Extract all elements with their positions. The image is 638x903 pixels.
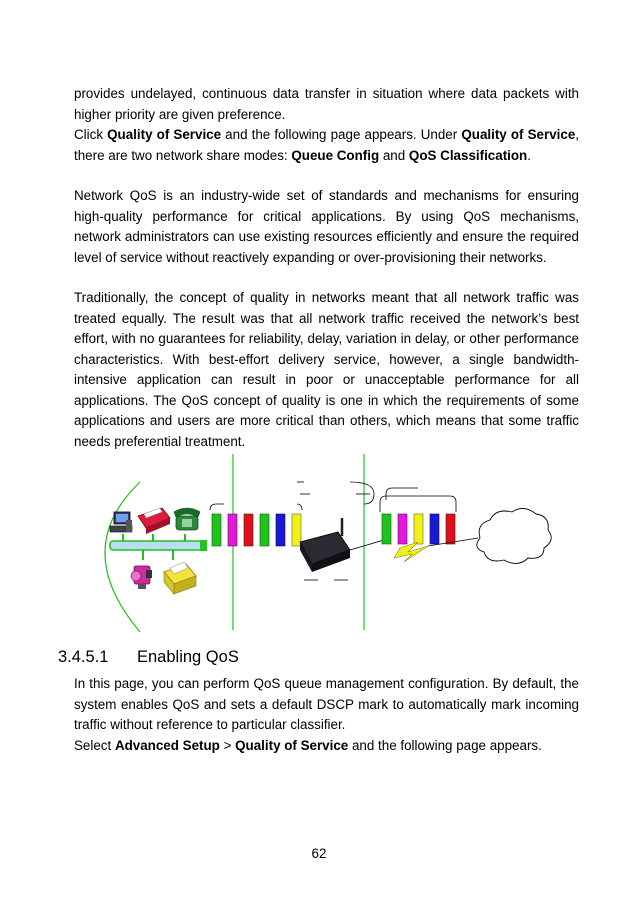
network-qos-paragraph: Network QoS is an industry-wide set of standards and mechanisms for ensuring high-quality performance for critical applications. By using QoS mechanisms, network administrators can use existing resources efficiently and ensure the required level of service without reactively expanding or over-provisioning their networks.	[74, 188, 579, 265]
text-fragment: >	[219, 738, 236, 753]
network-boundary-arc	[105, 482, 140, 632]
select-paragraph	[74, 736, 579, 757]
traditionally-paragraph: Traditionally, the concept of quality in networks meant that all network traffic was treated equally. The result was that all network traffic received the network’s best effort, with no guarantees for reliability, delay, variation in delay, or other performance characteristics. With best-effort delivery service, however, a single bandwidth-intensive application can result in poor or unacceptable performance for all applications. The QoS concept of quality is one in which the requirements of some applications and users are more critical than others, which means that some traffic needs preferential treatment.	[74, 290, 579, 449]
section-heading	[58, 646, 239, 668]
section-paragraph: In this page, you can perform QoS queue management configuration. By default, the system enables QoS and sets a default DSCP mark to automatically mark incoming traffic without reference to particular classifier.	[74, 676, 579, 732]
section-number: 3.4.5.1	[58, 648, 109, 666]
section-title: Enabling QoS	[137, 648, 239, 666]
bold-term: QoS Classification	[408, 147, 528, 163]
incoming-queue	[212, 514, 301, 546]
fax-icon	[138, 508, 170, 534]
bold-term: Quality of Service	[107, 127, 222, 142]
text-fragment: and	[379, 147, 409, 163]
text-fragment: , there are two network share modes:	[74, 127, 579, 163]
printer-icon	[164, 562, 196, 594]
network-bus	[110, 541, 204, 550]
click-paragraph	[74, 125, 579, 166]
qos-diagram	[88, 454, 558, 634]
telephone-icon	[174, 508, 200, 530]
bold-term: Queue Config	[291, 147, 380, 163]
intro-paragraph: provides undelayed, continuous data transfer in situation where data packets with higher priority are given preference.	[74, 86, 579, 122]
router-icon	[300, 518, 350, 572]
text-fragment: Click	[74, 127, 108, 142]
menu-path-term: Quality of Service	[235, 738, 349, 753]
outgoing-queue	[382, 514, 455, 544]
page-number: 62	[311, 846, 327, 861]
menu-path-term: Advanced Setup	[114, 738, 220, 753]
text-fragment: .	[527, 147, 531, 163]
bus-end	[200, 540, 207, 551]
video-camera-icon	[131, 566, 152, 589]
internet-cloud-icon	[477, 508, 551, 563]
bold-term: Quality of Service	[461, 127, 576, 142]
lightning-icon	[394, 542, 428, 562]
text-fragment: Select	[74, 738, 115, 753]
computer-icon	[110, 512, 132, 532]
text-fragment: and the following page appears. Under	[221, 127, 462, 142]
text-fragment: and the following page appears.	[348, 738, 542, 753]
